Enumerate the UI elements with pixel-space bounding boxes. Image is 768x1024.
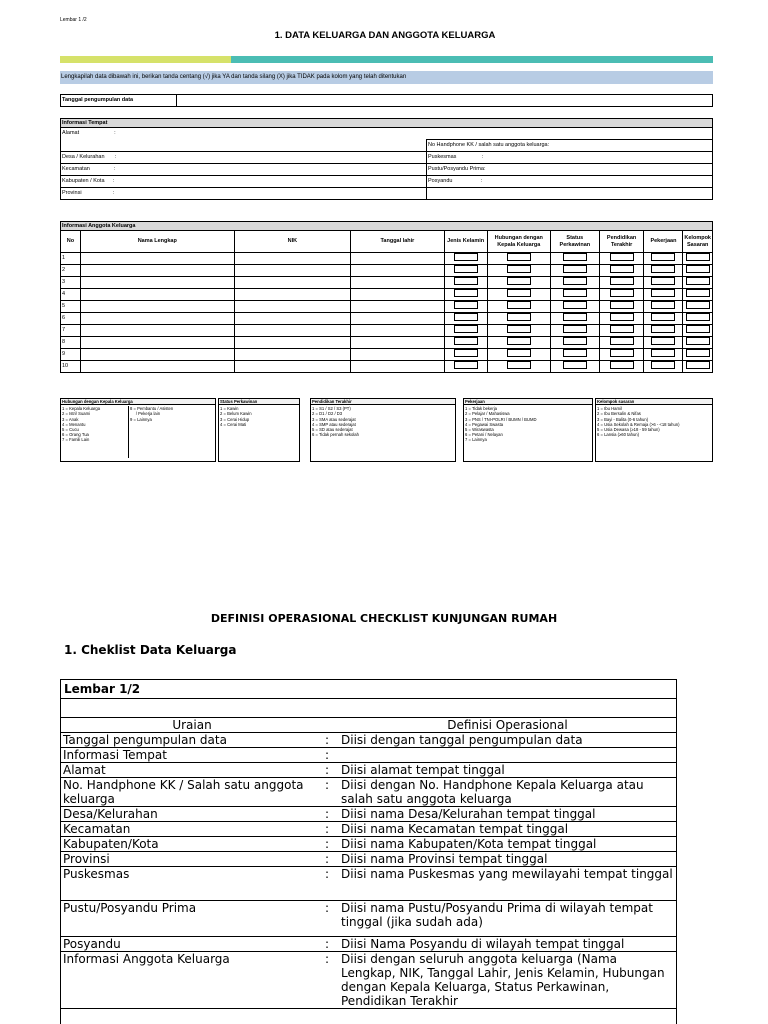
tanggal-lahir-input[interactable] — [350, 301, 444, 313]
anggota-row — [61, 301, 713, 313]
definisi-row — [61, 807, 676, 822]
legend-status: Status Perkawinan 1 = Kawin 2 = Belum Kawin 3 = Cerai Hidup 4 = Cerai Mati — [218, 398, 300, 462]
legend-item: 5 = SD atau sederajat — [312, 427, 353, 433]
answer-box[interactable] — [563, 337, 587, 345]
date-input[interactable] — [177, 95, 713, 107]
row-number: 7 — [61, 325, 81, 337]
anggota-title: Informasi Anggota Keluarga — [61, 222, 713, 231]
answer-box[interactable] — [651, 265, 675, 273]
answer-box[interactable] — [686, 277, 710, 285]
definisi-row — [61, 952, 676, 1009]
definisi-cell: Diisi nama Pustu/Posyandu Prima di wilayah tempat tinggal (jika sudah ada) — [339, 901, 676, 937]
definisi-row — [61, 748, 676, 763]
instruction-text: Lengkapilah data dibawah ini, berikan tanda centang (√) jika YA dan tanda silang (X) jika TIDAK pada kolom yang telah ditentukan — [60, 71, 713, 84]
legend-item: 9 = Lainnya — [130, 416, 152, 422]
uraian-cell: Informasi Anggota Keluarga — [61, 952, 323, 1009]
answer-box[interactable] — [454, 337, 478, 345]
legend-item: 7 = Lainnya — [465, 437, 487, 443]
legend-item: 6 = Petani / Nelayan — [465, 432, 503, 438]
colon-cell: : — [323, 778, 339, 807]
legend-kelompok: Kelompok sasaran 1 = Ibu Hamil 2 = Ibu Bersalin & Nifas 3 = Bayi - Balita (0-6 tahun) 4 = Usia Sekolah & Remaja (>6 - <18 tahun) 5 = Usia Dewasa (≥18 - 59 tahun) 6 = Lansia (≥60 tahun) — [595, 398, 713, 462]
colon-cell: : — [323, 937, 339, 952]
answer-box[interactable] — [610, 325, 634, 333]
nama-input[interactable] — [80, 325, 234, 337]
legend-item: 2 = D1 / D2 / D3 — [312, 411, 343, 417]
answer-box[interactable] — [563, 277, 587, 285]
anggota-row — [61, 325, 713, 337]
answer-box[interactable] — [651, 301, 675, 309]
tanggal-lahir-input[interactable] — [350, 289, 444, 301]
nama-input[interactable] — [80, 301, 234, 313]
legend-item: 4 = Cerai Mati — [220, 421, 247, 427]
answer-box[interactable] — [651, 289, 675, 297]
answer-box[interactable] — [507, 253, 531, 261]
legend-item: 2 = Pelajar / Mahasiswa — [465, 411, 510, 417]
tanggal-lahir-input[interactable] — [350, 337, 444, 349]
definisi-row — [61, 852, 676, 867]
definisi-cell: Diisi nama Puskesmas yang mewilayahi tempat tinggal — [339, 867, 676, 901]
answer-box[interactable] — [563, 349, 587, 357]
colon-cell: : — [323, 748, 339, 763]
tanggal-lahir-input[interactable] — [350, 277, 444, 289]
nama-input[interactable] — [80, 361, 234, 373]
anggota-row — [61, 265, 713, 277]
nik-input[interactable] — [234, 313, 350, 325]
row-number: 1 — [61, 253, 81, 265]
answer-box[interactable] — [610, 349, 634, 357]
answer-box[interactable] — [651, 361, 675, 369]
answer-box[interactable] — [563, 253, 587, 261]
row-number: 8 — [61, 337, 81, 349]
answer-box[interactable] — [651, 337, 675, 345]
answer-box[interactable] — [507, 289, 531, 297]
definisi-row — [61, 733, 676, 748]
legend-item: 3 = PNS / TNI-POLRI / BUMN / BUMD — [465, 416, 537, 422]
definisi-cell: Diisi dengan seluruh anggota keluarga (Nama Lengkap, NIK, Tanggal Lahir, Jenis Kelamin, Hubungan dengan Kepala Keluarga, Status Perkawinan, Pendidikan Terakhir — [339, 952, 676, 1009]
definisi-row — [61, 837, 676, 852]
definisi-cell: Diisi dengan No. Handphone Kepala Keluarga atau salah satu anggota keluarga — [339, 778, 676, 807]
legend-item: 2 = Belum Kawin — [220, 411, 252, 417]
nik-input[interactable] — [234, 289, 350, 301]
definisi-cell: Diisi Nama Posyandu di wilayah tempat tinggal — [339, 937, 676, 952]
answer-box[interactable] — [651, 277, 675, 285]
legend-pekerjaan: Pekerjaan 1 = Tidak bekerja 2 = Pelajar / Mahasiswa 3 = PNS / TNI-POLRI / BUMN / BUMD 4 = Pegawai Swasta 5 = Wiraswasta 6 = Petani / Nelayan 7 = Lainnya — [463, 398, 593, 462]
row-number: 2 — [61, 265, 81, 277]
answer-box[interactable] — [507, 337, 531, 345]
legend-item: 5 = Wiraswasta — [465, 427, 494, 433]
definisi-title: DEFINISI OPERASIONAL CHECKLIST KUNJUNGAN RUMAH — [210, 612, 558, 625]
uraian-cell: Kecamatan — [61, 822, 323, 837]
legend-item: 1 = Kawin — [220, 406, 239, 412]
tanggal-lahir-input[interactable] — [350, 265, 444, 277]
answer-box[interactable] — [454, 325, 478, 333]
answer-box[interactable] — [610, 361, 634, 369]
definisi-cell: Diisi alamat tempat tinggal — [339, 763, 676, 778]
form-title: 1. DATA KELUARGA DAN ANGGOTA KELUARGA — [274, 30, 496, 41]
legend-pendidikan: Pendidikan Terakhir 1 = S1 / S2 / S3 (PT) 2 = D1 / D2 / D3 3 = SMA atau sederajat 4 = SMP atau sederajat 5 = SD atau sederajat 6 = Tidak pernah sekolah — [310, 398, 456, 462]
answer-box[interactable] — [454, 277, 478, 285]
accent-bar-green — [60, 56, 231, 63]
legend-item: 4 = SMP atau sederajat — [312, 421, 356, 427]
puskesmas-field[interactable]: Puskesmas : — [427, 152, 713, 164]
row-number: 5 — [61, 301, 81, 313]
legend-item: 1 = Tidak bekerja — [465, 406, 498, 412]
nik-input[interactable] — [234, 337, 350, 349]
nama-input[interactable] — [80, 337, 234, 349]
answer-box[interactable] — [610, 265, 634, 273]
answer-box[interactable] — [507, 265, 531, 273]
row-number: 3 — [61, 277, 81, 289]
uraian-cell: Informasi Tempat — [61, 748, 323, 763]
legend-item: 1 = Ibu Hamil — [597, 406, 622, 412]
legend-item: 3 = Cerai Hidup — [220, 416, 250, 422]
nik-input[interactable] — [234, 325, 350, 337]
nik-input[interactable] — [234, 349, 350, 361]
uraian-cell: Desa/Kelurahan — [61, 807, 323, 822]
nama-input[interactable] — [80, 289, 234, 301]
legend-item: 5 = Cucu — [62, 427, 79, 433]
legend-item: 4 = Pegawai Swasta — [465, 421, 504, 427]
answer-box[interactable] — [563, 301, 587, 309]
definisi-table-frame — [60, 679, 677, 1024]
definisi-subtitle: 1. Cheklist Data Keluarga — [64, 643, 237, 657]
legend-item: 3 = SMA atau sederajat — [312, 416, 356, 422]
tanggal-lahir-input[interactable] — [350, 325, 444, 337]
colon-cell: : — [323, 733, 339, 748]
colon-cell: : — [323, 807, 339, 822]
anggota-row — [61, 253, 713, 265]
nama-input[interactable] — [80, 265, 234, 277]
tanggal-lahir-input[interactable] — [350, 253, 444, 265]
definisi-sheet: Lembar 1/2 — [61, 680, 676, 699]
definisi-cell: Diisi nama Kecamatan tempat tinggal — [339, 822, 676, 837]
answer-box[interactable] — [610, 337, 634, 345]
colon-cell: : — [323, 763, 339, 778]
uraian-cell: Kabupaten/Kota — [61, 837, 323, 852]
uraian-cell: Alamat — [61, 763, 323, 778]
answer-box[interactable] — [610, 301, 634, 309]
nama-input[interactable] — [80, 277, 234, 289]
legend-item: 3 = Bayi - Balita (0-6 tahun) — [597, 416, 649, 422]
desa-field[interactable]: Desa / Kelurahan : — [61, 152, 427, 164]
legend-item: 6 = Tidak pernah sekolah — [312, 432, 359, 438]
definisi-cell: Diisi nama Kabupaten/Kota tempat tinggal — [339, 837, 676, 852]
answer-box[interactable] — [651, 325, 675, 333]
uraian-cell: Tanggal pengumpulan data — [61, 733, 323, 748]
row-number: 9 — [61, 349, 81, 361]
definisi-cell — [339, 748, 676, 763]
definisi-row — [61, 901, 676, 937]
answer-box[interactable] — [610, 313, 634, 321]
date-label: Tanggal pengumpulan data — [61, 95, 177, 107]
tanggal-lahir-input[interactable] — [350, 349, 444, 361]
posyandu-field[interactable]: Posyandu : — [427, 176, 713, 188]
answer-box[interactable] — [651, 349, 675, 357]
legend-item: 1 = Kepala Keluarga — [62, 406, 101, 412]
alamat-field[interactable]: Alamat : — [61, 128, 713, 140]
pustu-field[interactable]: Pustu/Posyandu Prima: — [427, 164, 713, 176]
answer-box[interactable] — [507, 361, 531, 369]
legend-item: 4 = Menantu — [62, 421, 86, 427]
definisi-row — [61, 778, 676, 807]
definisi-cell: Diisi nama Desa/Kelurahan tempat tinggal — [339, 807, 676, 822]
kabupaten-field[interactable]: Kabupaten / Kota : — [61, 176, 427, 188]
nik-input[interactable] — [234, 361, 350, 373]
legend-item: 2 = Ibu Bersalin & Nifas — [597, 411, 641, 417]
anggota-row — [61, 349, 713, 361]
legend-item: / Pekerja lain — [130, 411, 161, 417]
answer-box[interactable] — [686, 313, 710, 321]
row-number: 10 — [61, 361, 81, 373]
answer-box[interactable] — [454, 289, 478, 297]
tanggal-lahir-input[interactable] — [350, 361, 444, 373]
answer-box[interactable] — [563, 361, 587, 369]
answer-box[interactable] — [686, 289, 710, 297]
row-number: 6 — [61, 313, 81, 325]
definisi-row — [61, 937, 676, 952]
legend-item: 2 = Istri/ Suami — [62, 411, 91, 417]
answer-box[interactable] — [454, 349, 478, 357]
anggota-row — [61, 337, 713, 349]
answer-box[interactable] — [686, 337, 710, 345]
legend-hubungan: Hubungan dengan Kepala Keluarga 1 = Kepala Keluarga 2 = Istri/ Suami 3 = Anak 4 = Menantu 5 = Cucu 6 = Orang Tua 7 = Famili Lain 8 = Pembantu / Asisten / Pekerja lain 9 = Lainnya — [60, 398, 216, 462]
provinsi-field[interactable]: Provinsi : — [61, 188, 427, 200]
definisi-row — [61, 763, 676, 778]
answer-box[interactable] — [610, 277, 634, 285]
anggota-table — [60, 221, 713, 373]
anggota-row — [61, 313, 713, 325]
answer-box[interactable] — [686, 253, 710, 261]
legend-item: 4 = Usia Sekolah & Remaja (>6 - <18 tahun) — [597, 421, 680, 427]
colon-cell: : — [323, 867, 339, 901]
answer-box[interactable] — [651, 253, 675, 261]
answer-box[interactable] — [563, 325, 587, 333]
answer-box[interactable] — [686, 301, 710, 309]
answer-box[interactable] — [651, 313, 675, 321]
answer-box[interactable] — [507, 325, 531, 333]
answer-box[interactable] — [563, 265, 587, 273]
sheet-label: Lembar 1 /2 — [60, 17, 87, 23]
answer-box[interactable] — [563, 289, 587, 297]
legend-item: 8 = Pembantu / Asisten — [130, 406, 174, 412]
legend-item: 6 = Orang Tua — [62, 432, 89, 438]
definisi-cell: Diisi dengan tanggal pengumpulan data — [339, 733, 676, 748]
legend-item: 3 = Anak — [62, 416, 79, 422]
legend-item: 1 = S1 / S2 / S3 (PT) — [312, 406, 351, 412]
colon-cell: : — [323, 952, 339, 1009]
kecamatan-field[interactable]: Kecamatan : — [61, 164, 427, 176]
anggota-row — [61, 289, 713, 301]
tempat-title: Informasi Tempat — [61, 119, 713, 128]
nik-input[interactable] — [234, 301, 350, 313]
row-number: 4 — [61, 289, 81, 301]
uraian-cell: Provinsi — [61, 852, 323, 867]
uraian-cell: Pustu/Posyandu Prima — [61, 901, 323, 937]
legend-item: 6 = Lansia (≥60 tahun) — [597, 432, 639, 438]
accent-bar-teal — [231, 56, 713, 63]
nik-input[interactable] — [234, 265, 350, 277]
answer-box[interactable] — [563, 313, 587, 321]
colon-cell: : — [323, 852, 339, 867]
definisi-row — [61, 867, 676, 901]
nama-input[interactable] — [80, 253, 234, 265]
legend-item: 5 = Usia Dewasa (≥18 - 59 tahun) — [597, 427, 660, 433]
answer-box[interactable] — [686, 265, 710, 273]
definisi-header-row: Uraian Definisi Operasional — [61, 718, 676, 733]
colon-cell: : — [323, 822, 339, 837]
answer-box[interactable] — [454, 361, 478, 369]
nik-input[interactable] — [234, 253, 350, 265]
tanggal-lahir-input[interactable] — [350, 313, 444, 325]
answer-box[interactable] — [454, 313, 478, 321]
date-table — [60, 94, 713, 107]
answer-box[interactable] — [454, 265, 478, 273]
nama-input[interactable] — [80, 349, 234, 361]
answer-box[interactable] — [454, 253, 478, 261]
answer-box[interactable] — [686, 361, 710, 369]
answer-box[interactable] — [686, 325, 710, 333]
nik-input[interactable] — [234, 277, 350, 289]
answer-box[interactable] — [507, 277, 531, 285]
anggota-header-row: No Nama Lengkap NIK Tanggal lahir Jenis Kelamin Hubungan dengan Kepala Keluarga Status Perkawinan Pendidikan Terakhir Pekerjaan Kelompok Sasaran — [61, 231, 713, 253]
definisi-table — [61, 718, 676, 1009]
answer-box[interactable] — [507, 313, 531, 321]
tempat-table — [60, 118, 713, 200]
uraian-cell: No. Handphone KK / Salah satu anggota keluarga — [61, 778, 323, 807]
answer-box[interactable] — [610, 253, 634, 261]
legend-item: 7 = Famili Lain — [62, 437, 90, 443]
answer-box[interactable] — [454, 301, 478, 309]
answer-box[interactable] — [610, 289, 634, 297]
anggota-row — [61, 361, 713, 373]
definisi-row — [61, 822, 676, 837]
colon-cell: : — [323, 901, 339, 937]
uraian-cell: Puskesmas — [61, 867, 323, 901]
answer-box[interactable] — [686, 349, 710, 357]
phone-field[interactable]: No Handphone KK / salah satu anggota keluarga: — [427, 140, 713, 152]
uraian-cell: Posyandu — [61, 937, 323, 952]
definisi-cell: Diisi nama Provinsi tempat tinggal — [339, 852, 676, 867]
anggota-row — [61, 277, 713, 289]
nama-input[interactable] — [80, 313, 234, 325]
answer-box[interactable] — [507, 301, 531, 309]
colon-cell: : — [323, 837, 339, 852]
answer-box[interactable] — [507, 349, 531, 357]
